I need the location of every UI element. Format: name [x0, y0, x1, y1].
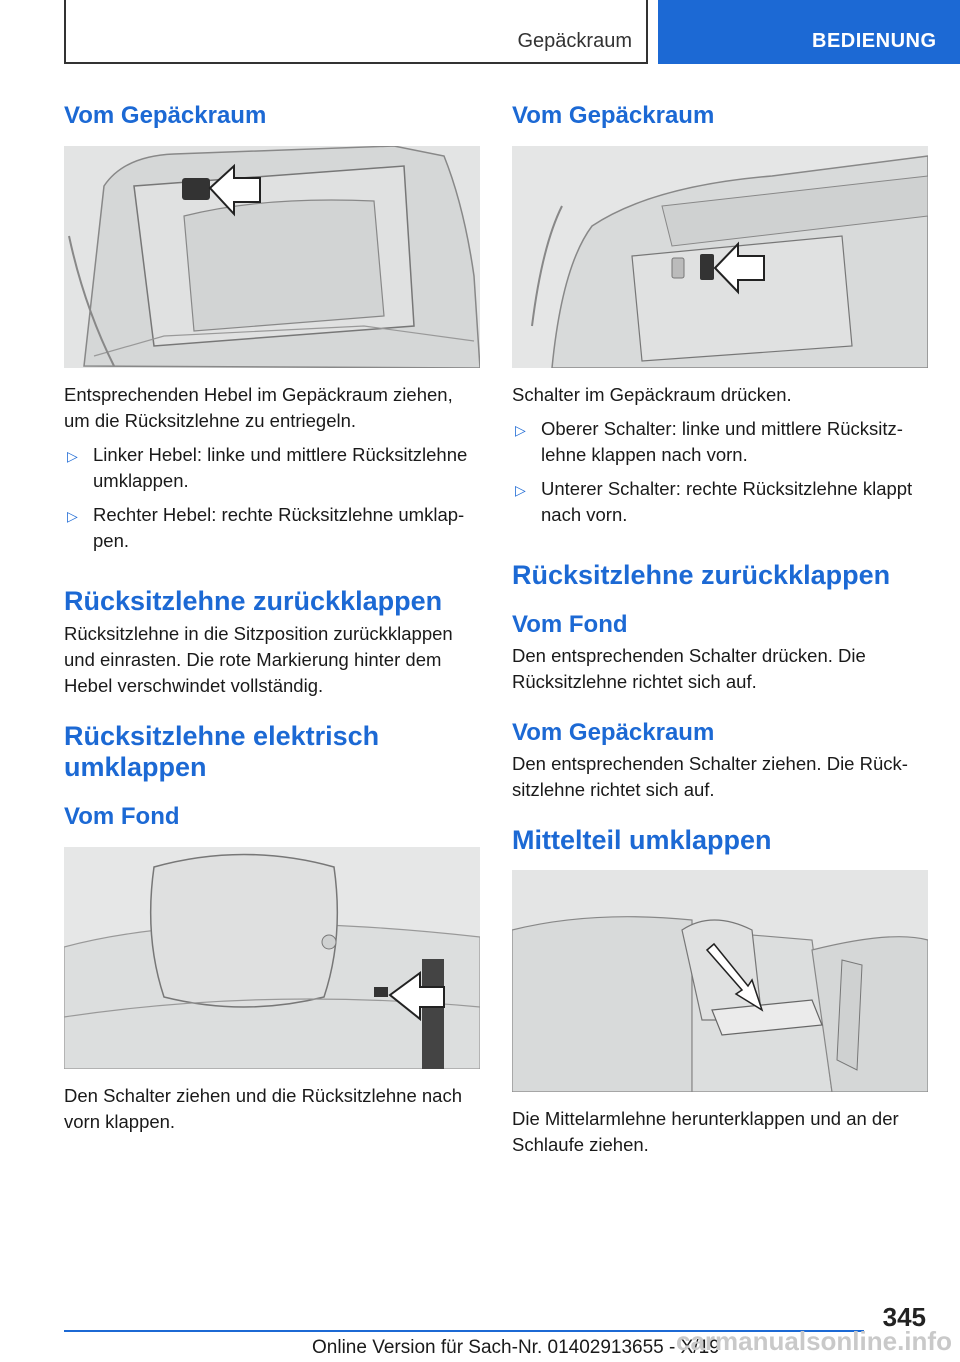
paragraph-schalter-druecken: Schalter im Gepäckraum drücken. — [512, 384, 792, 405]
heading-ruecksitzlehne-zurueckklappen: Rücksitzlehne zurückklappen — [512, 560, 891, 590]
left-column — [64, 100, 480, 1143]
heading-elektrisch-umklappen: Rücksitzlehne elektrisch umklappen — [64, 721, 380, 782]
heading-vom-fond: Vom Fond — [512, 611, 628, 638]
list-item: ▷ Unterer Schalter: rechte Rücksitzlehne klappt nach vorn. — [515, 478, 913, 525]
header-chapter-tab[interactable]: BEDIENUNG — [658, 0, 960, 64]
figure-center-armrest — [512, 870, 928, 1092]
heading-vom-gepaeckraum: Vom Gepäckraum — [64, 102, 267, 129]
bullet-triangle-icon: ▷ — [515, 422, 526, 438]
bullet-triangle-icon: ▷ — [67, 508, 78, 524]
paragraph-schalter-ziehen-gepaeck: Den entsprechenden Schalter ziehen. Die Rück-sitzlehne richtet sich auf. — [512, 753, 908, 800]
footer-online-version: Online Version für Sach-Nr. 01402913655 - X/19 — [312, 1337, 720, 1358]
paragraph-hebel-ziehen: Entsprechenden Hebel im Gepäckraum ziehen, um die Rücksitzlehne zu entriegeln. — [64, 384, 453, 431]
bullet-triangle-icon: ▷ — [515, 482, 526, 498]
paragraph-schalter-druecken-fond: Den entsprechenden Schalter drücken. Die Rücksitzlehne richtet sich auf. — [512, 645, 866, 692]
header-section-title: Gepäckraum — [517, 30, 632, 52]
right-column — [512, 100, 928, 1166]
figure-trunk-switch — [512, 146, 928, 368]
heading-ruecksitzlehne-zurueckklappen: Rücksitzlehne zurückklappen — [64, 586, 443, 616]
list-item: ▷ Oberer Schalter: linke und mittlere Rücksitz-lehne klappen nach vorn. — [515, 418, 903, 465]
heading-vom-gepaeckraum-2: Vom Gepäckraum — [512, 719, 715, 746]
watermark: carmanualsonline.info — [676, 1326, 952, 1356]
figure-rear-seat-switch — [64, 847, 480, 1069]
list-item: ▷ Linker Hebel: linke und mittlere Rücksitzlehne umklappen. — [67, 444, 468, 491]
page-number: 345 — [882, 1302, 926, 1332]
heading-mittelteil-umklappen: Mittelteil umklappen — [512, 825, 772, 855]
heading-vom-gepaeckraum: Vom Gepäckraum — [512, 102, 715, 129]
figure-trunk-lever — [64, 146, 480, 368]
list-item: ▷ Rechter Hebel: rechte Rücksitzlehne umklap-pen. — [67, 504, 465, 551]
paragraph-zurueckklappen: Rücksitzlehne in die Sitzposition zurückklappen und einrasten. Die rote Markierung hinter dem Hebel verschwindet vollständig. — [64, 623, 453, 696]
bullet-triangle-icon: ▷ — [67, 448, 78, 464]
paragraph-mittelarmlehne: Die Mittelarmlehne herunterklappen und an der Schlaufe ziehen. — [512, 1108, 899, 1155]
paragraph-schalter-ziehen: Den Schalter ziehen und die Rücksitzlehne nach vorn klappen. — [64, 1085, 462, 1132]
heading-vom-fond: Vom Fond — [64, 803, 180, 830]
